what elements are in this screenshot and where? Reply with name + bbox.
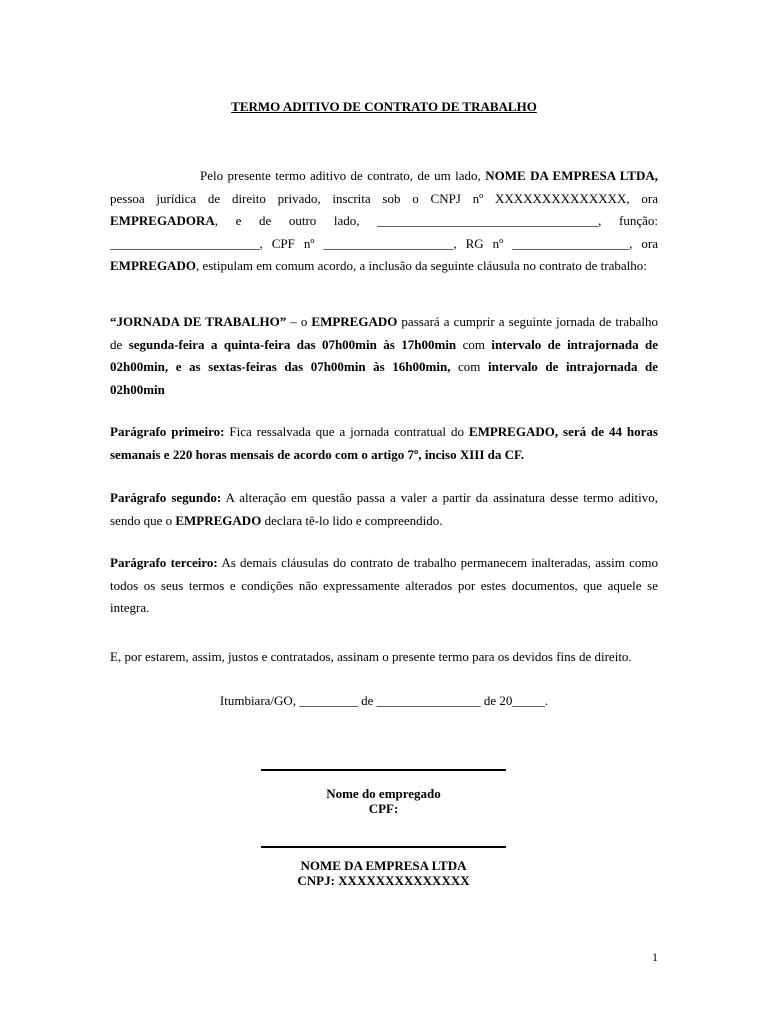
employee-name-label: Nome do empregado [326, 786, 441, 801]
employee-term: EMPREGADO [110, 258, 196, 273]
paragraph-second-text-2: declara tê-lo lido e compreendido. [261, 512, 443, 528]
interval-friday: intervalo de intrajornada de 02h00min [110, 359, 659, 397]
closing-statement: E, por estarem, assim, justos e contratados, assinam o presente termo para os devidos fins de direito. [110, 649, 632, 664]
employee-cpf-label: CPF: [368, 801, 399, 816]
company-cnpj-label: CNPJ: XXXXXXXXXXXXXX [297, 873, 470, 888]
working-hours-text-3: com [456, 336, 492, 352]
paragraph-second-label: Parágrafo segundo: [110, 490, 222, 505]
paragraph-second-text-1: A alteração em questão passa a valer a partir da assinatura desse termo aditivo, sendo que o [110, 490, 658, 528]
paragraph-second [110, 487, 658, 532]
schedule-weekdays: segunda-feira a quinta-feira das 07h00min às 17h00min [128, 336, 457, 352]
company-name-label: NOME DA EMPRESA LTDA [300, 858, 467, 873]
paragraph-working-hours [110, 311, 658, 401]
paragraph-third-text: As demais cláusulas do contrato de trabalho permanecem inalteradas, assim como todos os seus termos e condições não expressamente alterados por estes documentos, que aquele se integra. [110, 555, 658, 615]
signature-line [261, 769, 506, 771]
paragraph-parties-text-4: , estipulam em comum acordo, a inclusão da seguinte cláusula no contrato de trabalho: [195, 258, 647, 273]
interval-weekdays: intervalo de intrajornada de 02h00min, e as sextas-feiras das 07h00min às 16h00min, [110, 336, 658, 374]
working-hours-text-1: – o [286, 314, 312, 329]
employer-term: EMPREGADORA [110, 213, 215, 228]
paragraph-first [110, 421, 658, 466]
paragraph-first-bold-text: EMPREGADO, será de 44 horas semanais e 220 horas mensais de acordo com o artigo 7º, inciso XIII da CF. [110, 424, 658, 462]
paragraph-parties [110, 165, 658, 278]
employee-term: EMPREGADO [311, 314, 398, 329]
clause-title: “JORNADA DE TRABALHO” [110, 314, 287, 329]
paragraph-parties-text-3: , e de outro lado, __________________________________, função: _______________________, CPF nº ____________________, RG nº __________________, ora [110, 213, 658, 251]
page-number: 1 [652, 950, 658, 964]
paragraph-parties-text-2: pessoa jurídica de direito privado, inscrita sob o CNPJ nº XXXXXXXXXXXXXX, ora [110, 190, 658, 206]
document-title: TERMO ADITIVO DE CONTRATO DE TRABALHO [231, 99, 537, 114]
place-and-date: Itumbiara/GO, _________ de ________________ de 20_____. [219, 693, 549, 708]
employee-term: EMPREGADO [175, 512, 262, 528]
signature-block-company [261, 846, 506, 888]
working-hours-text-4: com [450, 359, 488, 374]
company-name: NOME DA EMPRESA LTDA, [485, 168, 658, 183]
paragraph-first-text: Fica ressalvada que a jornada contratual do [224, 424, 469, 439]
paragraph-first-label: Parágrafo primeiro: [110, 424, 225, 439]
signature-block-employee [261, 769, 506, 816]
paragraph-third [110, 552, 658, 620]
paragraph-parties-text-1: Pelo presente termo aditivo de contrato, de um lado, [200, 168, 486, 183]
paragraph-third-label: Parágrafo terceiro: [110, 555, 218, 570]
working-hours-text-2: passará a cumprir a seguinte jornada de trabalho de [110, 314, 659, 352]
signature-line [261, 846, 506, 848]
